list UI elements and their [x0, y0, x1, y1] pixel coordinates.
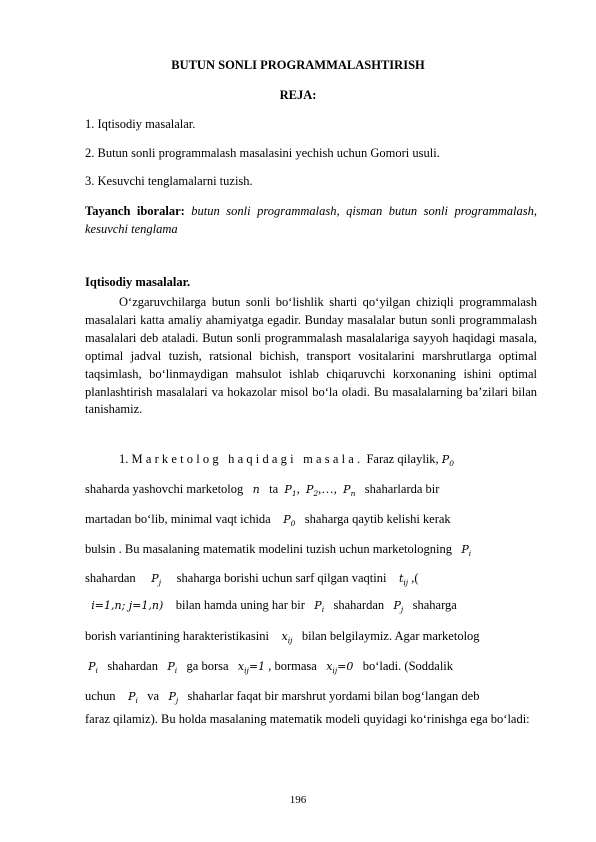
math-pi: $P_i$ [88, 660, 98, 675]
problem-text: ,…, [318, 482, 337, 496]
problem-text: bo‘ladi. (Soddalik [362, 659, 454, 673]
problem-line-3 [85, 512, 537, 528]
problem-text: va [147, 689, 160, 703]
problem-text: ,( [411, 571, 419, 585]
problem-text: ga borsa [186, 659, 229, 673]
problem-text: shahardan [107, 659, 158, 673]
math-p0: $P_0$ [441, 453, 454, 468]
math-pj: $P_j$ [151, 572, 162, 587]
math-xij-eq1: $x_{ij}=1$ [237, 660, 266, 675]
problem-line-4 [85, 542, 537, 558]
problem-line-9 [85, 689, 537, 705]
math-pi: $P_i$ [128, 690, 138, 705]
keywords-label: Tayanch iboralar: [85, 204, 185, 218]
closing-text: faraz qilamiz). Bu holda masalaning matematik modeli quyidagi ko‘rinishga ega bo‘ladi: [85, 712, 530, 726]
problem-text: , bormasa [268, 659, 317, 673]
math-tij: $t_{ij}$ [398, 572, 409, 587]
problem-text: ta [269, 482, 279, 496]
math-range: i=1,n; j=1,n) [91, 599, 164, 612]
math-p2: $P_2$ [305, 483, 319, 498]
section-heading: Iqtisodiy masalalar. [85, 275, 191, 289]
math-pi: $P_i$ [461, 543, 472, 558]
problem-line-7 [85, 629, 537, 645]
problem-text: bulsin . Bu masalaning matematik modelini tuzish uchun marketologning [85, 542, 452, 556]
problem-text: bilan hamda uning har bir [175, 598, 305, 612]
math-p1: $P_1$ [284, 483, 297, 498]
problem-text: shahardan [333, 598, 385, 612]
problem-line-6 [85, 598, 537, 614]
plan-item: 2. Butun sonli programmalash masalasini yechish uchun Gomori usuli. [85, 146, 440, 160]
problem-text: , [296, 482, 300, 496]
problem-text: shahardan [85, 571, 136, 585]
problem-text: Faraz qilaylik, [366, 452, 439, 466]
document-title: BUTUN SONLI PROGRAMMALASHTIRISH [171, 58, 425, 72]
plan-item: 1. Iqtisodiy masalalar. [85, 117, 196, 131]
keywords-text: butun sonli programmalash, qisman butun sonli programmalash, kesuvchi tenglama [85, 204, 537, 236]
problem-title: Marketolog haqidagi masala. [131, 452, 364, 466]
problem-text: martadan bo‘lib, minimal vaqt ichida [85, 512, 271, 526]
problem-line-1 [85, 452, 537, 468]
intro-paragraph: O‘zgaruvchilarga butun sonli bo‘lishlik sharti qo‘yilgan chiziqli programmalash masalalari katta amaliy ahamiyatga egadir. Bunday masalalar butun sonli programmalash masalalari deb ataladi. Butun sonli programmalash masalalariga sayyoh haqidagi masala, optimal jadval tuzish, ratsional bichish, transport vositalarini marshrutlarga optimal taqsimlash, bo‘linmaydigan mahsulot ishlab chiqaruvchi korxonaning ishini optimal planlashtirish masalalari va hokazolar misol bo‘la oladi. Bu masalalarning ba’zilari bilan tanishamiz. [85, 295, 537, 417]
problem-text: shaharga [412, 598, 457, 612]
math-xij-eq0: $x_{ij}=0$ [326, 660, 354, 675]
problem-line-5 [85, 571, 537, 587]
page-number: 196 [289, 794, 307, 806]
problem-text: shaharlar faqat bir marshrut yordami bilan bog‘langan deb [187, 689, 480, 703]
problem-text: shaharda yashovchi marketolog [85, 482, 244, 496]
math-pn: $P_n$ [343, 483, 356, 498]
problem-text: bilan belgilaymiz. Agar marketolog [301, 629, 480, 643]
math-pj: $P_j$ [393, 599, 404, 614]
problem-text: shaharga borishi uchun sarf qilgan vaqtini [176, 571, 387, 585]
problem-number: 1. [119, 452, 129, 466]
math-n: n [252, 483, 260, 496]
math-pj: $P_j$ [168, 690, 179, 705]
math-pi: $P_i$ [314, 599, 325, 614]
problem-line-8 [85, 659, 537, 675]
problem-line-2 [85, 482, 537, 498]
plan-heading: REJA: [279, 88, 317, 102]
problem-text: uchun [85, 689, 116, 703]
problem-text: borish variantining harakteristikasini [85, 629, 269, 643]
problem-text: shaharlarda bir [364, 482, 440, 496]
math-p0: $P_0$ [283, 513, 296, 528]
keywords-block [85, 202, 537, 238]
problem-text: shaharga qaytib kelishi kerak [304, 512, 451, 526]
plan-item: 3. Kesuvchi tenglamalarni tuzish. [85, 174, 253, 188]
math-xij: $x_{ij}$ [281, 630, 293, 645]
math-pi: $P_i$ [167, 660, 178, 675]
